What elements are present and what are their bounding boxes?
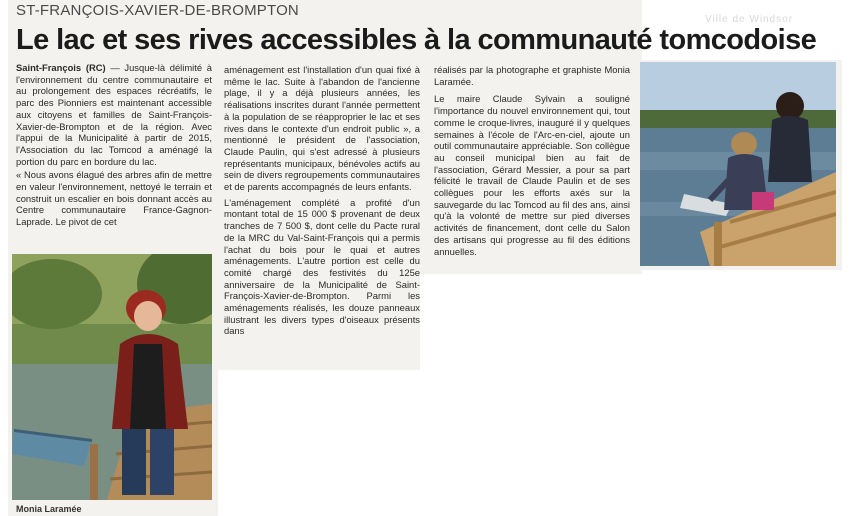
- dateline: Saint-François (RC): [16, 62, 106, 73]
- photo-woman-on-dock: [12, 254, 212, 500]
- column1-paragraph-1: — Jusque-là délimité à l'environnement du centre communautaire et au prolongement des espaces récréatifs, le parc des Pionniers est maintenant accessible aux citoyens et familles de Saint-François-Xavier-de-Brompton et de la région. Avec l'appui de la Municipalité à partir de 2015, l'Association du lac Tomcod a aménagé la portion du parc en bordure du lac.: [16, 62, 212, 167]
- column1-paragraph-2: « Nous avons élagué des arbres afin de mettre en valeur l'environnement, nettoyé le terrain et construit un escalier en bois donnant accès au Centre communautaire France-Gagnon-Laprade. Le pivot de cet: [16, 169, 212, 228]
- article-column-3: [434, 64, 630, 259]
- article-column-2: [224, 64, 420, 339]
- photo-children-at-lake: [640, 62, 836, 266]
- ghost-show-through-text: Ville de Windsor: [705, 14, 794, 25]
- column3-paragraph-1: réalisés par la photographe et graphiste Monia Laramée.: [434, 64, 630, 87]
- column2-paragraph-1: aménagement est l'installation d'un quai fixé à même le lac. Suite à l'abandon de l'ancienne plage, il y a déjà plusieurs années, les réalisations inscrites durant l'année permettent à la population de se réapproprier le lac et ses rives dans le contexte d'un endroit public », a mentionné le président de l'association, Claude Paulin, qui s'est adressé à plusieurs représentants municipaux, bénévoles actifs au sein de divers regroupements communautaires et de parents accompagnés de leurs enfants.: [224, 64, 420, 193]
- article-kicker: ST-FRANÇOIS-XAVIER-DE-BROMPTON: [16, 2, 299, 19]
- column3-paragraph-2: Le maire Claude Sylvain a souligné l'importance du nouvel environnement qui, tout comme le croque-livres, inauguré il y quelques semaines à l'école de l'Arc-en-ciel, ajoute un outil communautaire appréciable. Son collègue au conseil municipal bien au fait de l'association, Gérard Messier, a pour sa part félicité le travail de Claude Paulin et de ses collègues pour les efforts axés sur la sauvegarde du lac Tomcod au fil des ans, ainsi qu'à la volonté de mettre sur pied diverses activités de financement, dont celle du Salon des artisans qui progresse au fil des éditions annuelles.: [434, 93, 630, 257]
- article-column-1: [16, 62, 212, 230]
- photo-caption-left: Monia Laramée: [16, 504, 82, 514]
- article-headline: Le lac et ses rives accessibles à la communauté tomcodoise: [16, 24, 817, 56]
- column2-paragraph-2: L'aménagement complété a profité d'un montant total de 15 000 $ provenant de deux tranches de 7 500 $, dont celle du Pacte rural de la MRC du Val-Saint-François qui a permis l'achat du bois pour le quai et autres aménagements. L'autre portion est celle du comité chargé des festivités du 125e anniversaire de la Municipalité de Saint-François-Xavier-de-Brompton. Parmi les aménagements réalisés, les douze panneaux illustrant les divers types d'oiseaux présents dans: [224, 196, 420, 337]
